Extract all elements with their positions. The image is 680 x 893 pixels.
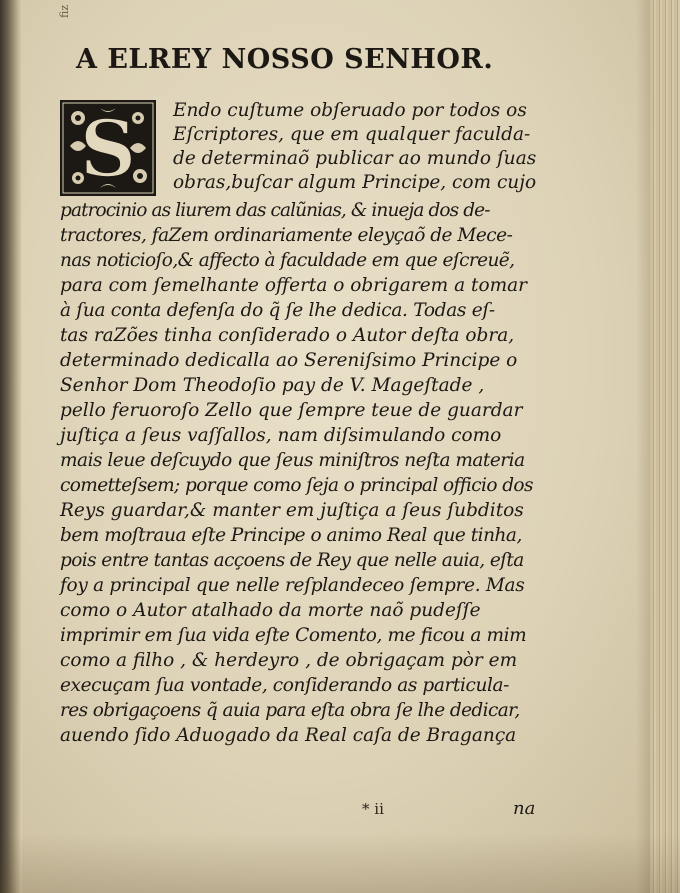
text-line: como o Autor atalhado da morte naõ pudeſſe xyxy=(60,600,481,621)
text-line: auendo ſido Aduogado da Real caſa de Bragança xyxy=(60,725,517,746)
text-line: tractores, faZem ordinariamente eleyçaõ de Mece- xyxy=(60,225,513,246)
text-line: Eſcriptores, que em qualquer faculda- xyxy=(173,124,531,145)
text-line: Endo cuſtume obſeruado por todos os xyxy=(173,100,527,121)
corner-mark: fiz xyxy=(58,4,71,18)
text-line: tas raZões tinha conſiderado o Autor deſta obra, xyxy=(60,325,515,346)
book-binding-edge xyxy=(0,0,22,893)
stacked-page-edges xyxy=(650,0,680,893)
text-line: pello feruoroſo Zello que ſempre teue de guardar xyxy=(60,400,523,421)
bottom-shadow xyxy=(0,833,680,893)
text-line: execuçam ſua vontade, conſiderando as particula- xyxy=(60,675,509,696)
signature-mark: * ii xyxy=(362,800,384,818)
text-line: imprimir em ſua vida eſte Comento, me ficou a mim xyxy=(60,625,527,646)
text-line: Reys guardar,& manter em juſtiça a ſeus ſubditos xyxy=(60,500,524,521)
text-line: obras,buſcar algum Principe, com cujo xyxy=(173,172,537,193)
text-line: como a filho , & herdeyro , de obrigaçam pòr em xyxy=(60,650,518,671)
text-line: de determinaõ publicar ao mundo ſuas xyxy=(173,148,537,169)
text-line: mais leue deſcuydo que ſeus miniſtros neſta materia xyxy=(60,450,525,471)
text-line: bem moſtraua eſte Principe o animo Real que tinha, xyxy=(60,525,522,546)
text-line: Senhor Dom Theodoſio pay de V. Mageſtade , xyxy=(60,375,485,396)
dedication-heading: A ELREY NOSSO SENHOR. xyxy=(76,44,494,75)
text-line: juſtiça a ſeus vaſſallos, nam diſsimulando como xyxy=(60,425,502,446)
text-line: foy a principal que nelle reſplandeceo ſempre. Mas xyxy=(60,575,525,596)
text-line: cometteſsem; porque como ſeja o principal officio dos xyxy=(60,475,533,496)
text-line: res obrigaçoens q̃ auia para eſta obra ſe lhe dedicar, xyxy=(60,700,520,721)
text-line: à ſua conta defenſa do q̃ ſe lhe dedica. Todas eſ- xyxy=(60,300,495,321)
text-line: para com ſemelhante offerta o obrigarem a tomar xyxy=(60,275,527,296)
text-line: determinado dedicalla ao Sereniſsimo Principe o xyxy=(60,350,518,371)
text-line: patrocinio as liurem das calũnias, & inueja dos de- xyxy=(60,200,490,221)
decorated-initial-s-icon xyxy=(60,100,156,196)
page-edge-shadow xyxy=(636,0,650,893)
catchword: na xyxy=(513,798,536,819)
text-line: nas noticioſo,& affecto à faculdade em que eſcreuẽ, xyxy=(60,250,515,271)
text-line: pois entre tantas acçoens de Rey que nelle auia, eſta xyxy=(60,550,524,571)
initial-letter: S xyxy=(79,104,137,195)
